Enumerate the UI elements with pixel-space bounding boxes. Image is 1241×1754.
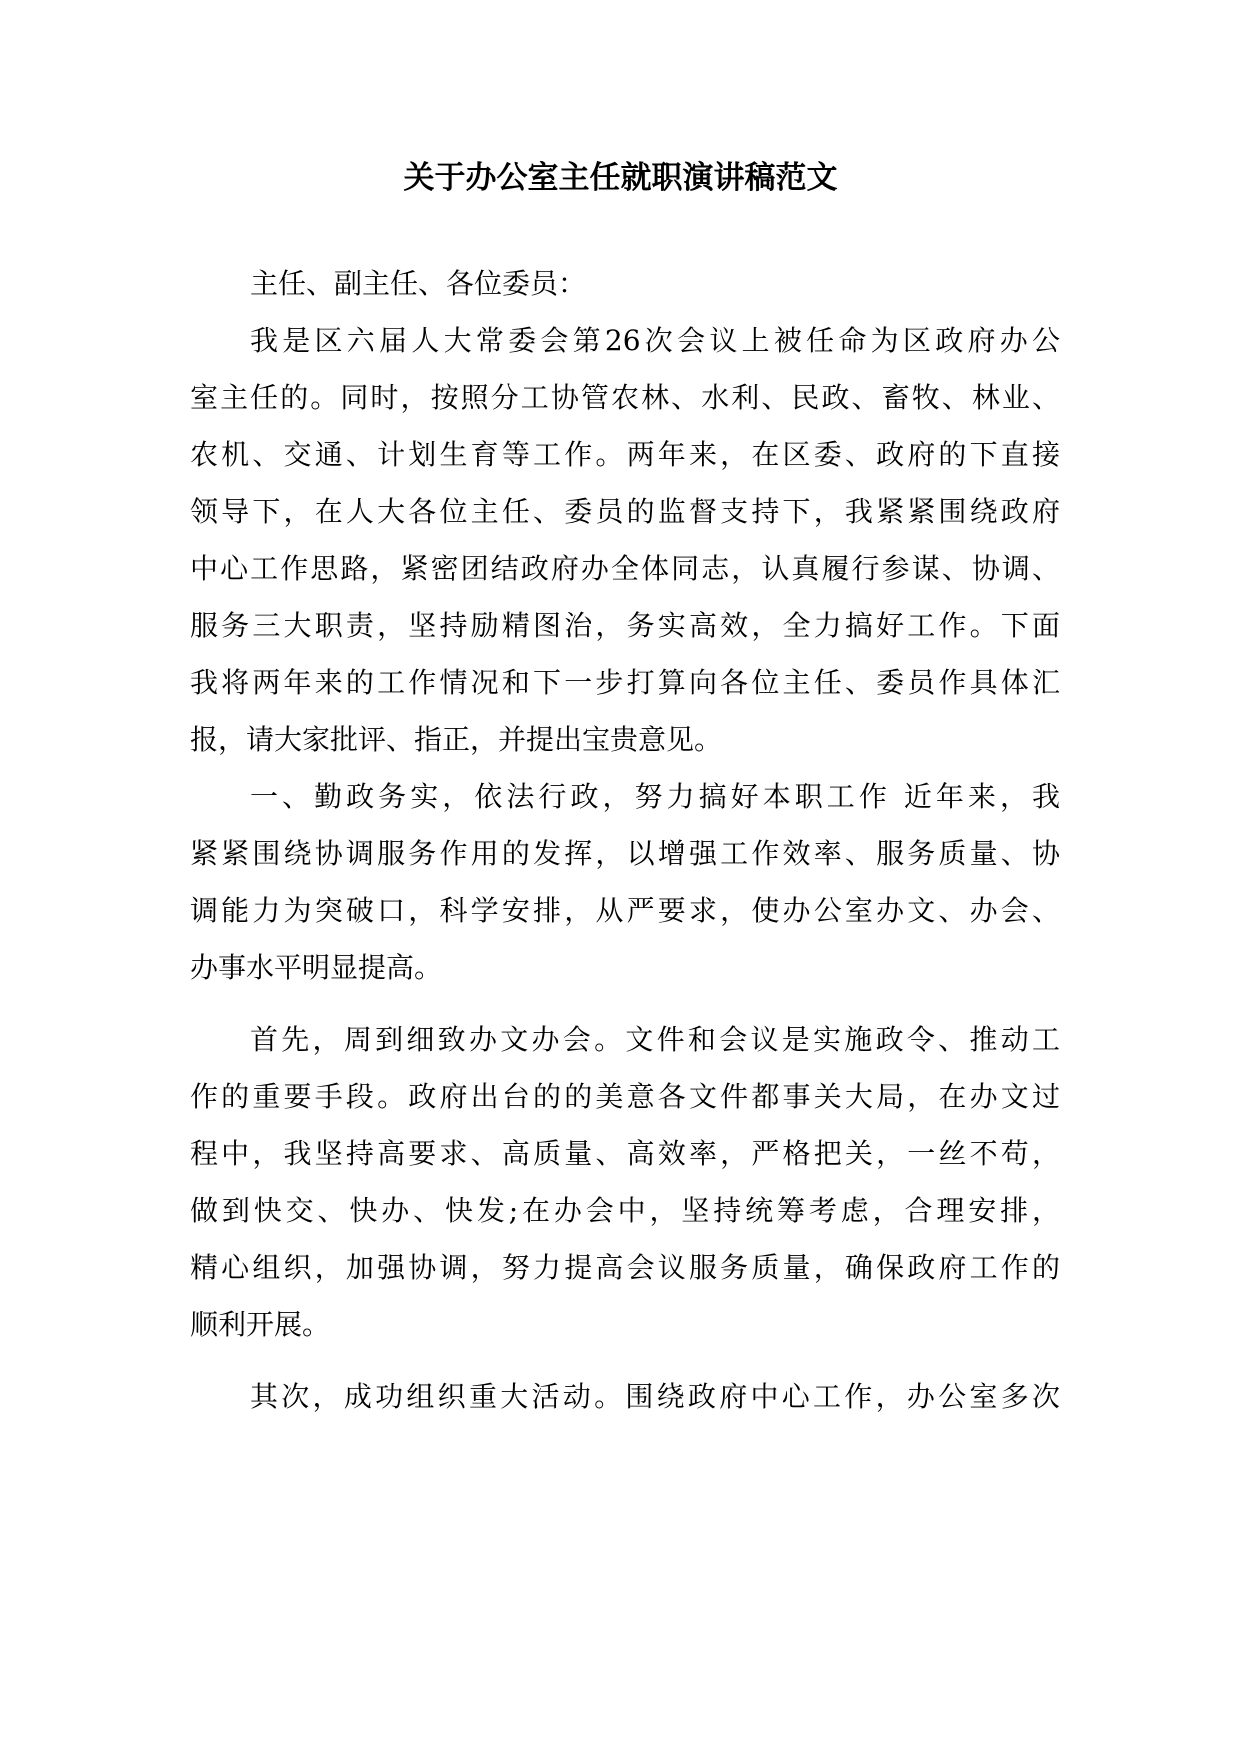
body-line: 调能力为突破口，科学安排，从严要求，使办公室办文、办会、: [190, 894, 1060, 927]
body-line: 报，请大家批评、指正，并提出宝贵意见。: [190, 723, 723, 756]
body-line: 紧紧围绕协调服务作用的发挥，以增强工作效率、服务质量、协: [190, 837, 1060, 870]
body-line: 我将两年来的工作情况和下一步打算向各位主任、委员作具体汇: [190, 666, 1060, 699]
body-line: 办事水平明显提高。: [190, 951, 443, 984]
body-line: 做到快交、快办、快发;在办会中，坚持统筹考虑，合理安排，: [190, 1194, 1060, 1227]
body-line: 服务三大职责，坚持励精图治，务实高效，全力搞好工作。下面: [190, 609, 1060, 642]
body-line: 领导下，在人大各位主任、委员的监督支持下，我紧紧围绕政府: [190, 495, 1060, 528]
body-line: 我是区六届人大常委会第26次会议上被任命为区政府办公: [250, 324, 1060, 357]
body-line: 首先，周到细致办文办会。文件和会议是实施政令、推动工: [250, 1023, 1060, 1056]
body-line: 中心工作思路，紧密团结政府办全体同志，认真履行参谋、协调、: [190, 552, 1060, 585]
body-line: 其次，成功组织重大活动。围绕政府中心工作，办公室多次: [250, 1380, 1060, 1413]
document-title: 关于办公室主任就职演讲稿范文: [403, 160, 838, 196]
body-line: 室主任的。同时，按照分工协管农林、水利、民政、畜牧、林业、: [190, 381, 1060, 414]
body-line: 农机、交通、计划生育等工作。两年来，在区委、政府的下直接: [190, 438, 1060, 471]
salutation-line: 主任、副主任、各位委员：: [250, 267, 587, 300]
body-line: 一、勤政务实，依法行政，努力搞好本职工作 近年来，我: [250, 780, 1060, 813]
body-line: 精心组织，加强协调，努力提高会议服务质量，确保政府工作的: [190, 1251, 1060, 1284]
body-line: 顺利开展。: [190, 1308, 331, 1341]
body-line: 作的重要手段。政府出台的的美意各文件都事关大局，在办文过: [190, 1080, 1060, 1113]
body-line: 程中，我坚持高要求、高质量、高效率，严格把关，一丝不苟，: [190, 1137, 1060, 1170]
